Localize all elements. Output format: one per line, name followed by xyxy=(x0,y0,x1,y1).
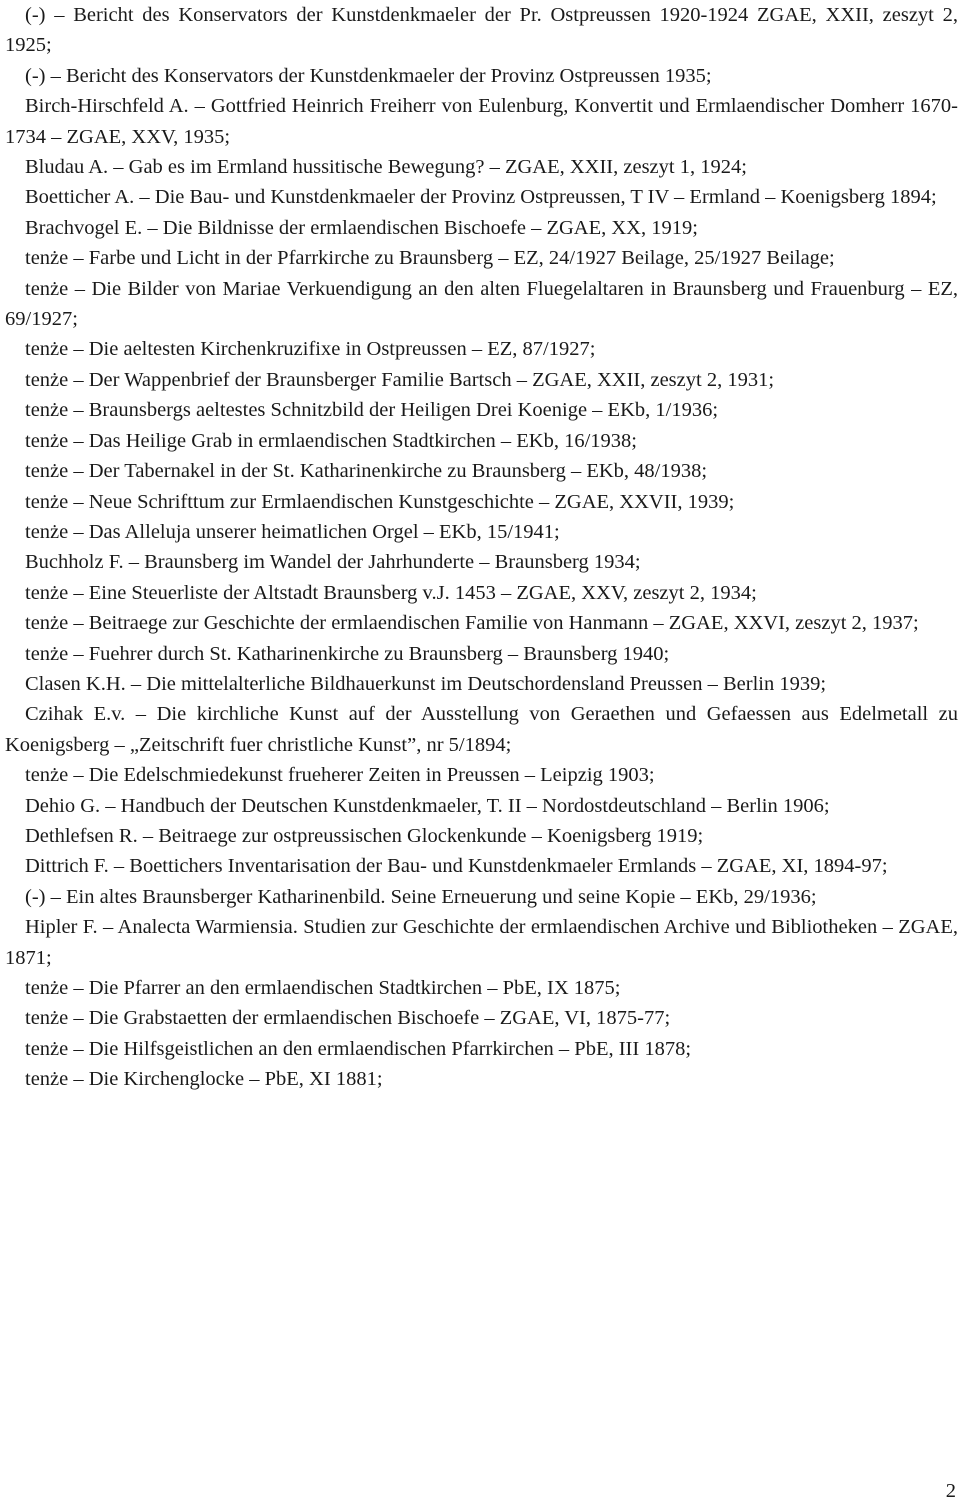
bibliography-entry: tenże – Der Wappenbrief der Braunsberger Familie Bartsch – ZGAE, XXII, zeszyt 2, 1931; xyxy=(25,368,775,391)
bibliography-list xyxy=(5,0,958,1095)
bibliography-entry: tenże – Der Tabernakel in der St. Katharinenkirche zu Braunsberg – EKb, 48/1938; xyxy=(25,460,708,483)
bibliography-entry: tenże – Die Bilder von Mariae Verkuendigung an den alten Fluegelaltaren in Braunsberg und Frauenburg – EZ, 69/1927; xyxy=(5,277,958,331)
bibliography-entry: Birch-Hirschfeld A. – Gottfried Heinrich Freiherr von Eulenburg, Konvertit und Ermlaendischer Domherr 1670-1734 – ZGAE, XXV, 1935; xyxy=(5,95,958,148)
bibliography-entry: Dehio G. – Handbuch der Deutschen Kunstdenkmaeler, T. II – Nordostdeutschland – Berlin 1906; xyxy=(25,794,830,817)
bibliography-entry: tenże – Farbe und Licht in der Pfarrkirche zu Braunsberg – EZ, 24/1927 Beilage, 25/1927 Beilage; xyxy=(25,247,835,270)
bibliography-entry: Buchholz F. – Braunsberg im Wandel der Jahrhunderte – Braunsberg 1934; xyxy=(25,551,641,574)
bibliography-entry: tenże – Beitraege zur Geschichte der ermlaendischen Familie von Hanmann – ZGAE, XXVI, zeszyt 2, 1937; xyxy=(25,612,919,635)
bibliography-entry: (-) – Bericht des Konservators der Kunstdenkmaeler der Provinz Ostpreussen 1935; xyxy=(25,64,712,87)
bibliography-page xyxy=(5,0,958,1095)
bibliography-entry: tenże – Fuehrer durch St. Katharinenkirche zu Braunsberg – Braunsberg 1940; xyxy=(25,642,670,665)
bibliography-entry: tenże – Das Heilige Grab in ermlaendischen Stadtkirchen – EKb, 16/1938; xyxy=(25,429,637,452)
bibliography-entry: tenże – Die aeltesten Kirchenkruzifixe in Ostpreussen – EZ, 87/1927; xyxy=(25,338,596,361)
bibliography-entry: tenże – Braunsbergs aeltestes Schnitzbild der Heiligen Drei Koenige – EKb, 1/1936; xyxy=(25,399,719,422)
bibliography-entry: tenże – Eine Steuerliste der Altstadt Braunsberg v.J. 1453 – ZGAE, XXV, zeszyt 2, 1934; xyxy=(25,581,757,604)
bibliography-entry: Bludau A. – Gab es im Ermland hussitische Bewegung? – ZGAE, XXII, zeszyt 1, 1924; xyxy=(25,156,747,179)
bibliography-entry: tenże – Die Grabstaetten der ermlaendischen Bischoefe – ZGAE, VI, 1875-77; xyxy=(25,1007,671,1030)
bibliography-entry: Brachvogel E. – Die Bildnisse der ermlaendischen Bischoefe – ZGAE, XX, 1919; xyxy=(25,216,698,239)
bibliography-entry: tenże – Die Kirchenglocke – PbE, XI 1881; xyxy=(25,1068,383,1091)
bibliography-entry: Boetticher A. – Die Bau- und Kunstdenkmaeler der Provinz Ostpreussen, T IV – Ermland – Koenigsberg 1894; xyxy=(25,186,937,209)
bibliography-entry: tenże – Die Pfarrer an den ermlaendischen Stadtkirchen – PbE, IX 1875; xyxy=(25,977,621,999)
bibliography-entry: Clasen K.H. – Die mittelalterliche Bildhauerkunst im Deutschordensland Preussen – Berlin 1939; xyxy=(25,672,827,695)
bibliography-entry: tenże – Neue Schrifttum zur Ermlaendischen Kunstgeschichte – ZGAE, XXVII, 1939; xyxy=(25,490,735,513)
bibliography-entry: Dittrich F. – Boettichers Inventarisation der Bau- und Kunstdenkmaeler Ermlands – ZGAE, XI, 1894-97; xyxy=(25,855,888,878)
bibliography-entry: tenże – Die Edelschmiedekunst frueherer Zeiten in Preussen – Leipzig 1903; xyxy=(25,764,655,787)
bibliography-entry: tenże – Die Hilfsgeistlichen an den ermlaendischen Pfarrkirchen – PbE, III 1878; xyxy=(25,1037,692,1060)
bibliography-entry: Czihak E.v. – Die kirchliche Kunst auf der Ausstellung von Geraethen und Gefaessen aus Edelmetall zu Koenigsberg – „Zeitschrift fuer christliche Kunst”, nr 5/1894; xyxy=(5,703,958,756)
bibliography-entry: tenże – Das Alleluja unserer heimatlichen Orgel – EKb, 15/1941; xyxy=(25,520,560,543)
bibliography-entry: (-) – Ein altes Braunsberger Katharinenbild. Seine Erneuerung und seine Kopie – EKb, 29/1936; xyxy=(25,885,817,908)
page-number: 2 xyxy=(945,1480,956,1502)
bibliography-entry: (-) – Bericht des Konservators der Kunstdenkmaeler der Pr. Ostpreussen 1920-1924 ZGAE, XXII, zeszyt 2, 1925; xyxy=(5,4,958,57)
bibliography-entry: Hipler F. – Analecta Warmiensia. Studien zur Geschichte der ermlaendischen Archive und Bibliotheken – ZGAE, 1871; xyxy=(5,916,958,969)
bibliography-entry: Dethlefsen R. – Beitraege zur ostpreussischen Glockenkunde – Koenigsberg 1919; xyxy=(25,824,704,847)
